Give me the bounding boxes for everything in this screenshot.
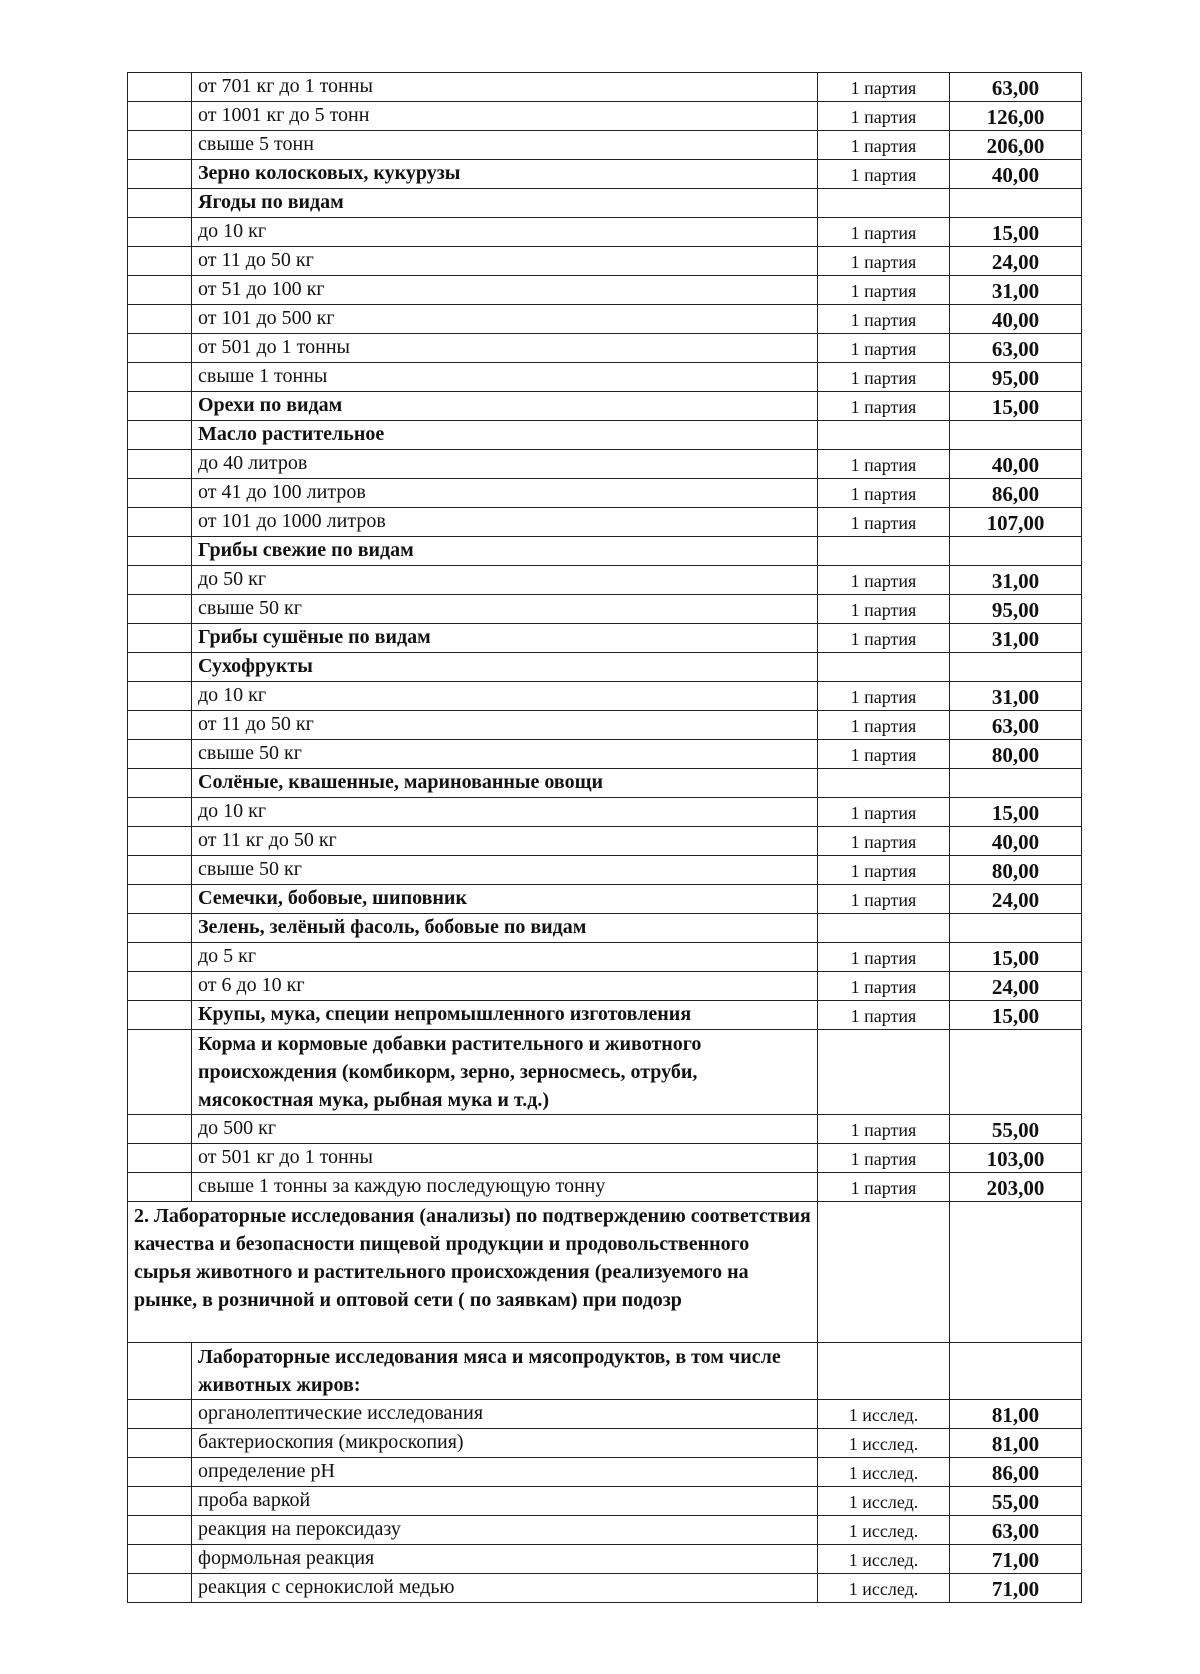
row-number-cell bbox=[128, 334, 192, 363]
unit-cell: 1 партия bbox=[818, 566, 950, 595]
price-cell: 95,00 bbox=[950, 595, 1082, 624]
unit-cell: 1 партия bbox=[818, 624, 950, 653]
price-cell: 15,00 bbox=[950, 392, 1082, 421]
unit-cell: 1 партия bbox=[818, 508, 950, 537]
price-cell: 24,00 bbox=[950, 247, 1082, 276]
table-row bbox=[128, 1144, 1082, 1173]
unit-cell bbox=[818, 653, 950, 682]
row-number-cell bbox=[128, 885, 192, 914]
table-row bbox=[128, 334, 1082, 363]
unit-cell: 1 партия bbox=[818, 943, 950, 972]
price-cell: 86,00 bbox=[950, 479, 1082, 508]
item-name: от 11 кг до 50 кг bbox=[192, 827, 818, 856]
unit-cell: 1 исслед. bbox=[818, 1487, 950, 1516]
table-row bbox=[128, 943, 1082, 972]
unit-cell bbox=[818, 1030, 950, 1115]
table-row bbox=[128, 1516, 1082, 1545]
unit-cell bbox=[818, 1202, 950, 1343]
table-row bbox=[128, 305, 1082, 334]
unit-cell: 1 партия bbox=[818, 972, 950, 1001]
table-row bbox=[128, 885, 1082, 914]
price-cell bbox=[950, 537, 1082, 566]
row-number-cell bbox=[128, 247, 192, 276]
item-name: проба варкой bbox=[192, 1487, 818, 1516]
item-name: реакция на пероксидазу bbox=[192, 1516, 818, 1545]
item-name: Зелень, зелёный фасоль, бобовые по видам bbox=[192, 914, 818, 943]
item-name: от 501 кг до 1 тонны bbox=[192, 1144, 818, 1173]
item-name: Ягоды по видам bbox=[192, 189, 818, 218]
section-row bbox=[128, 1202, 1082, 1343]
price-cell: 71,00 bbox=[950, 1574, 1082, 1603]
table-row bbox=[128, 1487, 1082, 1516]
price-cell: 31,00 bbox=[950, 566, 1082, 595]
row-number-cell bbox=[128, 1545, 192, 1574]
table-row bbox=[128, 1343, 1082, 1400]
unit-cell: 1 партия bbox=[818, 131, 950, 160]
item-name: от 51 до 100 кг bbox=[192, 276, 818, 305]
price-cell: 40,00 bbox=[950, 450, 1082, 479]
unit-cell: 1 исслед. bbox=[818, 1429, 950, 1458]
table-row bbox=[128, 1001, 1082, 1030]
item-name: Сухофрукты bbox=[192, 653, 818, 682]
unit-cell: 1 партия bbox=[818, 334, 950, 363]
price-cell: 80,00 bbox=[950, 856, 1082, 885]
item-name: Семечки, бобовые, шиповник bbox=[192, 885, 818, 914]
item-name: от 11 до 50 кг bbox=[192, 247, 818, 276]
table-row bbox=[128, 363, 1082, 392]
table-row bbox=[128, 1429, 1082, 1458]
row-number-cell bbox=[128, 537, 192, 566]
price-cell bbox=[950, 653, 1082, 682]
unit-cell: 1 партия bbox=[818, 1173, 950, 1202]
unit-cell bbox=[818, 537, 950, 566]
item-name: Лабораторные исследования мяса и мясопродуктов, в том числе животных жиров: bbox=[192, 1343, 818, 1400]
item-name: Зерно колосковых, кукурузы bbox=[192, 160, 818, 189]
table-row bbox=[128, 856, 1082, 885]
item-name: определение pH bbox=[192, 1458, 818, 1487]
unit-cell: 1 партия bbox=[818, 1001, 950, 1030]
item-name: до 500 кг bbox=[192, 1115, 818, 1144]
row-number-cell bbox=[128, 73, 192, 102]
table-row bbox=[128, 479, 1082, 508]
item-name: до 50 кг bbox=[192, 566, 818, 595]
row-number-cell bbox=[128, 160, 192, 189]
price-cell bbox=[950, 1202, 1082, 1343]
price-cell: 86,00 bbox=[950, 1458, 1082, 1487]
unit-cell: 1 партия bbox=[818, 479, 950, 508]
unit-cell: 1 партия bbox=[818, 682, 950, 711]
row-number-cell bbox=[128, 972, 192, 1001]
unit-cell: 1 партия bbox=[818, 102, 950, 131]
unit-cell: 1 исслед. bbox=[818, 1545, 950, 1574]
price-cell: 15,00 bbox=[950, 1001, 1082, 1030]
price-cell: 24,00 bbox=[950, 972, 1082, 1001]
price-cell: 107,00 bbox=[950, 508, 1082, 537]
item-name: свыше 1 тонны за каждую последующую тонну bbox=[192, 1173, 818, 1202]
table-row bbox=[128, 595, 1082, 624]
item-name: от 101 до 500 кг bbox=[192, 305, 818, 334]
item-name: Корма и кормовые добавки растительного и животного происхождения (комбикорм, зерно, зерносмесь, отруби, мясокостная мука, рыбная мука и т.д.) bbox=[192, 1030, 818, 1115]
price-cell: 31,00 bbox=[950, 624, 1082, 653]
row-number-cell bbox=[128, 1173, 192, 1202]
price-cell: 55,00 bbox=[950, 1487, 1082, 1516]
table-row bbox=[128, 1574, 1082, 1603]
table-row bbox=[128, 421, 1082, 450]
item-name: свыше 5 тонн bbox=[192, 131, 818, 160]
row-number-cell bbox=[128, 479, 192, 508]
item-name: от 6 до 10 кг bbox=[192, 972, 818, 1001]
unit-cell: 1 партия bbox=[818, 363, 950, 392]
price-cell: 63,00 bbox=[950, 73, 1082, 102]
row-number-cell bbox=[128, 305, 192, 334]
price-cell: 15,00 bbox=[950, 943, 1082, 972]
row-number-cell bbox=[128, 769, 192, 798]
unit-cell bbox=[818, 421, 950, 450]
item-name: бактериоскопия (микроскопия) bbox=[192, 1429, 818, 1458]
unit-cell: 1 исслед. bbox=[818, 1516, 950, 1545]
row-number-cell bbox=[128, 1343, 192, 1400]
row-number-cell bbox=[128, 421, 192, 450]
table-row bbox=[128, 450, 1082, 479]
price-cell: 81,00 bbox=[950, 1429, 1082, 1458]
item-name: свыше 50 кг bbox=[192, 595, 818, 624]
item-name: до 10 кг bbox=[192, 798, 818, 827]
table-row bbox=[128, 1545, 1082, 1574]
row-number-cell bbox=[128, 508, 192, 537]
table-row bbox=[128, 102, 1082, 131]
row-number-cell bbox=[128, 1001, 192, 1030]
item-name: Крупы, мука, специи непромышленного изготовления bbox=[192, 1001, 818, 1030]
item-name: Грибы свежие по видам bbox=[192, 537, 818, 566]
table-row bbox=[128, 624, 1082, 653]
row-number-cell bbox=[128, 102, 192, 131]
row-number-cell bbox=[128, 1144, 192, 1173]
item-name: Масло растительное bbox=[192, 421, 818, 450]
item-name: Грибы сушёные по видам bbox=[192, 624, 818, 653]
row-number-cell bbox=[128, 276, 192, 305]
table-row bbox=[128, 1173, 1082, 1202]
table-row bbox=[128, 682, 1082, 711]
unit-cell: 1 партия bbox=[818, 1115, 950, 1144]
price-cell: 80,00 bbox=[950, 740, 1082, 769]
item-name: от 41 до 100 литров bbox=[192, 479, 818, 508]
row-number-cell bbox=[128, 595, 192, 624]
unit-cell: 1 исслед. bbox=[818, 1400, 950, 1429]
item-name: от 501 до 1 тонны bbox=[192, 334, 818, 363]
unit-cell: 1 партия bbox=[818, 740, 950, 769]
table-row bbox=[128, 218, 1082, 247]
table-row bbox=[128, 247, 1082, 276]
row-number-cell bbox=[128, 856, 192, 885]
table-row bbox=[128, 73, 1082, 102]
item-name: формольная реакция bbox=[192, 1545, 818, 1574]
unit-cell: 1 партия bbox=[818, 885, 950, 914]
table-row bbox=[128, 508, 1082, 537]
item-name: Солёные, квашенные, маринованные овощи bbox=[192, 769, 818, 798]
table-row bbox=[128, 769, 1082, 798]
price-cell bbox=[950, 1343, 1082, 1400]
table-row bbox=[128, 827, 1082, 856]
price-table-body bbox=[128, 73, 1082, 1603]
row-number-cell bbox=[128, 1400, 192, 1429]
price-cell: 81,00 bbox=[950, 1400, 1082, 1429]
unit-cell: 1 партия bbox=[818, 711, 950, 740]
table-row bbox=[128, 653, 1082, 682]
unit-cell: 1 партия bbox=[818, 392, 950, 421]
price-cell: 31,00 bbox=[950, 276, 1082, 305]
unit-cell bbox=[818, 1343, 950, 1400]
table-row bbox=[128, 740, 1082, 769]
unit-cell: 1 партия bbox=[818, 1144, 950, 1173]
table-row bbox=[128, 1030, 1082, 1115]
unit-cell: 1 партия bbox=[818, 276, 950, 305]
table-row bbox=[128, 189, 1082, 218]
price-cell: 31,00 bbox=[950, 682, 1082, 711]
price-cell: 71,00 bbox=[950, 1545, 1082, 1574]
table-row bbox=[128, 160, 1082, 189]
price-cell: 40,00 bbox=[950, 160, 1082, 189]
table-row bbox=[128, 798, 1082, 827]
item-name: до 5 кг bbox=[192, 943, 818, 972]
row-number-cell bbox=[128, 1030, 192, 1115]
item-name: Орехи по видам bbox=[192, 392, 818, 421]
row-number-cell bbox=[128, 914, 192, 943]
row-number-cell bbox=[128, 450, 192, 479]
unit-cell: 1 партия bbox=[818, 595, 950, 624]
table-row bbox=[128, 972, 1082, 1001]
row-number-cell bbox=[128, 1458, 192, 1487]
row-number-cell bbox=[128, 1516, 192, 1545]
unit-cell bbox=[818, 914, 950, 943]
section-title: 2. Лабораторные исследования (анализы) по подтверждению соответствия качества и безопасности пищевой продукции и продовольственного сырья животного и растительного происхождения (реализуемого на рынке, в розничной и оптовой сети ( по заявкам) при подозр bbox=[128, 1202, 818, 1343]
price-cell bbox=[950, 1030, 1082, 1115]
price-cell: 24,00 bbox=[950, 885, 1082, 914]
row-number-cell bbox=[128, 189, 192, 218]
table-row bbox=[128, 1400, 1082, 1429]
price-cell bbox=[950, 189, 1082, 218]
table-row bbox=[128, 276, 1082, 305]
row-number-cell bbox=[128, 218, 192, 247]
item-name: от 101 до 1000 литров bbox=[192, 508, 818, 537]
row-number-cell bbox=[128, 566, 192, 595]
table-row bbox=[128, 1458, 1082, 1487]
price-cell: 15,00 bbox=[950, 218, 1082, 247]
unit-cell: 1 партия bbox=[818, 305, 950, 334]
row-number-cell bbox=[128, 827, 192, 856]
row-number-cell bbox=[128, 653, 192, 682]
table-row bbox=[128, 566, 1082, 595]
item-name: реакция с сернокислой медью bbox=[192, 1574, 818, 1603]
unit-cell bbox=[818, 769, 950, 798]
row-number-cell bbox=[128, 943, 192, 972]
table-row bbox=[128, 392, 1082, 421]
unit-cell: 1 исслед. bbox=[818, 1574, 950, 1603]
price-table bbox=[127, 72, 1082, 1603]
item-name: до 40 литров bbox=[192, 450, 818, 479]
table-row bbox=[128, 1115, 1082, 1144]
price-cell: 63,00 bbox=[950, 1516, 1082, 1545]
unit-cell: 1 партия bbox=[818, 856, 950, 885]
price-cell bbox=[950, 769, 1082, 798]
unit-cell: 1 партия bbox=[818, 218, 950, 247]
row-number-cell bbox=[128, 1487, 192, 1516]
price-cell: 55,00 bbox=[950, 1115, 1082, 1144]
table-row bbox=[128, 711, 1082, 740]
row-number-cell bbox=[128, 363, 192, 392]
price-cell bbox=[950, 421, 1082, 450]
price-cell: 63,00 bbox=[950, 711, 1082, 740]
table-row bbox=[128, 914, 1082, 943]
unit-cell: 1 партия bbox=[818, 798, 950, 827]
row-number-cell bbox=[128, 131, 192, 160]
row-number-cell bbox=[128, 740, 192, 769]
price-cell: 203,00 bbox=[950, 1173, 1082, 1202]
price-cell: 126,00 bbox=[950, 102, 1082, 131]
table-row bbox=[128, 537, 1082, 566]
item-name: от 11 до 50 кг bbox=[192, 711, 818, 740]
unit-cell: 1 исслед. bbox=[818, 1458, 950, 1487]
price-cell: 40,00 bbox=[950, 827, 1082, 856]
table-row bbox=[128, 131, 1082, 160]
price-cell: 103,00 bbox=[950, 1144, 1082, 1173]
price-cell: 15,00 bbox=[950, 798, 1082, 827]
row-number-cell bbox=[128, 711, 192, 740]
price-cell: 95,00 bbox=[950, 363, 1082, 392]
unit-cell: 1 партия bbox=[818, 160, 950, 189]
item-name: свыше 50 кг bbox=[192, 856, 818, 885]
item-name: органолептические исследования bbox=[192, 1400, 818, 1429]
item-name: от 1001 кг до 5 тонн bbox=[192, 102, 818, 131]
row-number-cell bbox=[128, 392, 192, 421]
row-number-cell bbox=[128, 624, 192, 653]
price-cell: 206,00 bbox=[950, 131, 1082, 160]
row-number-cell bbox=[128, 798, 192, 827]
price-cell: 63,00 bbox=[950, 334, 1082, 363]
unit-cell: 1 партия bbox=[818, 450, 950, 479]
row-number-cell bbox=[128, 1574, 192, 1603]
price-cell: 40,00 bbox=[950, 305, 1082, 334]
item-name: до 10 кг bbox=[192, 682, 818, 711]
row-number-cell bbox=[128, 1429, 192, 1458]
item-name: до 10 кг bbox=[192, 218, 818, 247]
unit-cell: 1 партия bbox=[818, 247, 950, 276]
price-cell bbox=[950, 914, 1082, 943]
item-name: свыше 1 тонны bbox=[192, 363, 818, 392]
row-number-cell bbox=[128, 682, 192, 711]
unit-cell: 1 партия bbox=[818, 73, 950, 102]
item-name: от 701 кг до 1 тонны bbox=[192, 73, 818, 102]
row-number-cell bbox=[128, 1115, 192, 1144]
unit-cell: 1 партия bbox=[818, 827, 950, 856]
item-name: свыше 50 кг bbox=[192, 740, 818, 769]
unit-cell bbox=[818, 189, 950, 218]
